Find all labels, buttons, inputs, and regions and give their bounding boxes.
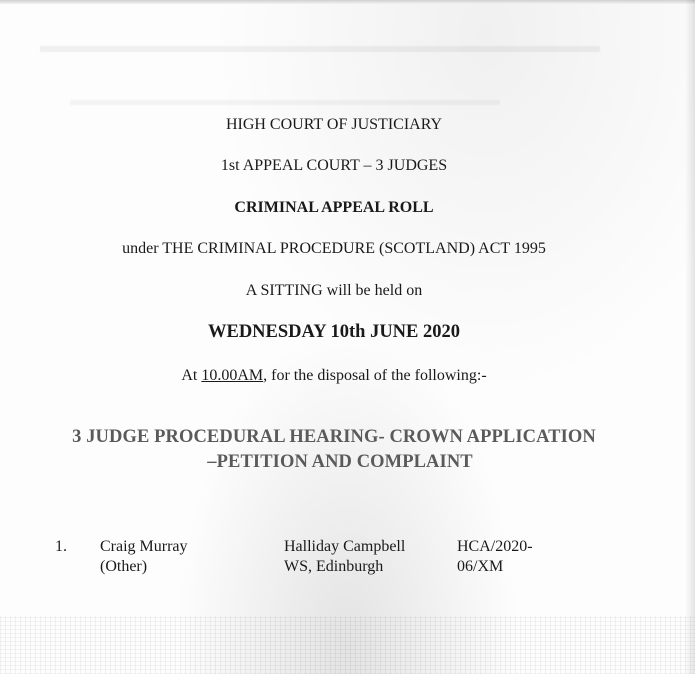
time-prefix: At bbox=[181, 367, 202, 384]
time-line bbox=[0, 367, 668, 385]
party-name: Craig Murray bbox=[100, 538, 188, 555]
reference-part1: HCA/2020- bbox=[457, 538, 533, 555]
agent-name: Halliday Campbell bbox=[284, 538, 406, 555]
reference-part2: 06/XM bbox=[457, 558, 504, 575]
sitting-time: 10.00AM bbox=[201, 367, 264, 384]
scan-top-edge bbox=[0, 0, 695, 4]
scan-right-shadow bbox=[685, 0, 695, 674]
court-division: 1st APPEAL COURT – 3 JUDGES bbox=[220, 157, 448, 174]
case-reference bbox=[457, 537, 533, 577]
scan-noise-band bbox=[0, 616, 695, 674]
agent-location: WS, Edinburgh bbox=[284, 558, 384, 575]
roll-title: CRIMINAL APPEAL ROLL bbox=[234, 199, 434, 216]
sitting-intro: A SITTING will be held on bbox=[245, 282, 423, 299]
case-agent bbox=[284, 537, 405, 577]
section-heading-line1: 3 JUDGE PROCEDURAL HEARING- CROWN APPLICATION bbox=[72, 427, 596, 447]
section-heading-line2: –PETITION AND COMPLAINT bbox=[207, 452, 473, 472]
time-suffix: , for the disposal of the following:- bbox=[263, 367, 487, 384]
case-number: 1. bbox=[55, 538, 67, 555]
court-name: HIGH COURT OF JUSTICIARY bbox=[225, 116, 443, 133]
party-role: (Other) bbox=[100, 558, 148, 575]
bleed-through-mark bbox=[40, 46, 600, 52]
bleed-through-mark bbox=[70, 100, 500, 105]
case-party bbox=[100, 537, 188, 577]
sitting-date: WEDNESDAY 10th JUNE 2020 bbox=[207, 322, 461, 342]
statute-line: under THE CRIMINAL PROCEDURE (SCOTLAND) ACT 1995 bbox=[122, 240, 546, 257]
